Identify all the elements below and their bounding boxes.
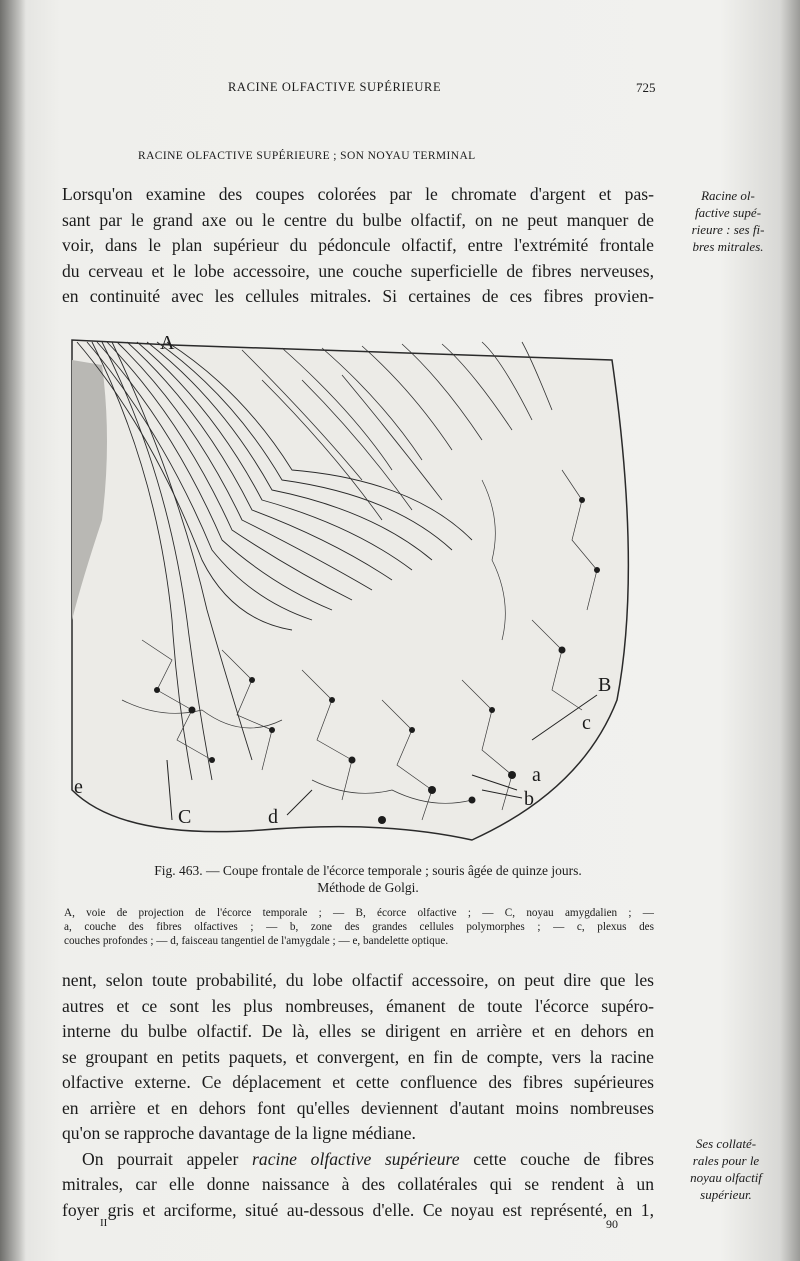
figure-legend	[64, 906, 654, 948]
margin-note-line: noyau olfactif	[690, 1170, 762, 1185]
figure-label-e: e	[74, 776, 83, 798]
margin-note-collaterales	[670, 1135, 782, 1203]
margin-note-line: rales pour le	[692, 1153, 760, 1168]
margin-note-line: rieure : ses fi-	[691, 222, 765, 237]
running-head: RACINE OLFACTIVE SUPÉRIEURE	[228, 80, 442, 94]
golgi-section-drawing	[62, 320, 642, 860]
caption-line: Fig. 463. — Coupe frontale de l'écorce temporale ; souris âgée de quinze jours.	[154, 863, 582, 878]
margin-note-line: bres mitrales.	[692, 239, 764, 254]
legend-line: A, voie de projection de l'écorce temporale ; — B, écorce olfactive ; — C, noyau amygdalien ; —	[64, 907, 654, 919]
legend-line: a, couche des fibres olfactives ; — b, zone des grandes cellules polymorphes ; — c, plexus des	[64, 921, 654, 933]
sheet-number: 90	[606, 1217, 618, 1231]
paragraph-line: en continuité avec les cellules mitrales. Si certaines de ces fibres provien-	[62, 286, 654, 306]
section-title: RACINE OLFACTIVE SUPÉRIEURE ; SON NOYAU TERMINAL	[138, 150, 476, 162]
term-racine-olfactive-superieure: racine olfactive supérieure	[252, 1148, 460, 1169]
figure-label-d: d	[268, 806, 278, 828]
paragraph-3-start: On pourrait appeler	[82, 1148, 253, 1169]
paragraph-line: autres et ce sont les plus nombreuses, émanent de toute l'écorce supéro-	[62, 995, 654, 1016]
figure-label-C: C	[178, 806, 192, 828]
section-outline	[72, 340, 628, 840]
paragraph-line: olfactive externe. Ce déplacement et cette confluence des fibres supérieures	[62, 1072, 654, 1092]
figure-463-illustration	[62, 320, 642, 860]
binding-shadow	[0, 0, 26, 1261]
paragraph-line: du cerveau et le lobe accessoire, une couche superficielle de fibres nerveuses,	[62, 260, 654, 281]
paragraph-line: mitrales, car elle donne naissance à des collatérales qui se rendent à un	[62, 1174, 654, 1194]
margin-note-line: supérieur.	[700, 1187, 752, 1202]
paragraph-line: foyer gris et arciforme, situé au-dessous d'elle. Ce noyau est représenté, en 1,	[62, 1199, 654, 1220]
paragraph-line: nent, selon toute probabilité, du lobe olfactif accessoire, on peut dire que les	[62, 970, 654, 990]
figure-label-a: a	[532, 764, 541, 786]
paragraph-line: Lorsqu'on examine des coupes colorées par le chromate d'argent et pas-	[62, 184, 654, 204]
caption-line: Méthode de Golgi.	[317, 880, 419, 895]
paragraph-line: voir, dans le plan supérieur du pédoncule olfactif, entre l'extrémité frontale	[62, 235, 654, 255]
figure-label-b: b	[524, 788, 534, 810]
paragraph-line: qu'on se rapproche davantage de la ligne médiane.	[62, 1123, 416, 1143]
figure-label-A: A	[160, 332, 175, 354]
page-number: 725	[636, 80, 656, 95]
paragraph-line: se groupant en petits paquets, et convergent, en fin de compte, vers la racine	[62, 1046, 654, 1067]
paragraph-line	[62, 1147, 654, 1173]
figure-label-B: B	[598, 674, 612, 696]
legend-line: couches profondes ; — d, faisceau tangentiel de l'amygdale ; — e, bandelette optique.	[64, 935, 449, 947]
signature-mark: II	[100, 1217, 108, 1229]
margin-note-racine	[676, 187, 780, 255]
paragraph-3-continuation: cette couche de fibres	[459, 1148, 654, 1169]
margin-note-line: factive supé-	[694, 205, 762, 220]
margin-note-line: Ses collaté-	[695, 1136, 757, 1151]
paragraph-line: interne du bulbe olfactif. De là, elles se dirigent en arrière et en dehors en	[62, 1021, 654, 1041]
margin-note-line: Racine ol-	[701, 188, 755, 203]
paragraph-line: en arrière et en dehors font qu'elles deviennent d'autant moins nombreuses	[62, 1097, 654, 1118]
paragraph-1	[62, 182, 654, 310]
figure-label-c-upper: c	[582, 712, 591, 734]
figure-caption	[78, 862, 658, 896]
paragraph-2	[62, 968, 654, 1223]
paragraph-line: sant par le grand axe ou le centre du bulbe olfactif, on ne peut manquer de	[62, 209, 654, 230]
